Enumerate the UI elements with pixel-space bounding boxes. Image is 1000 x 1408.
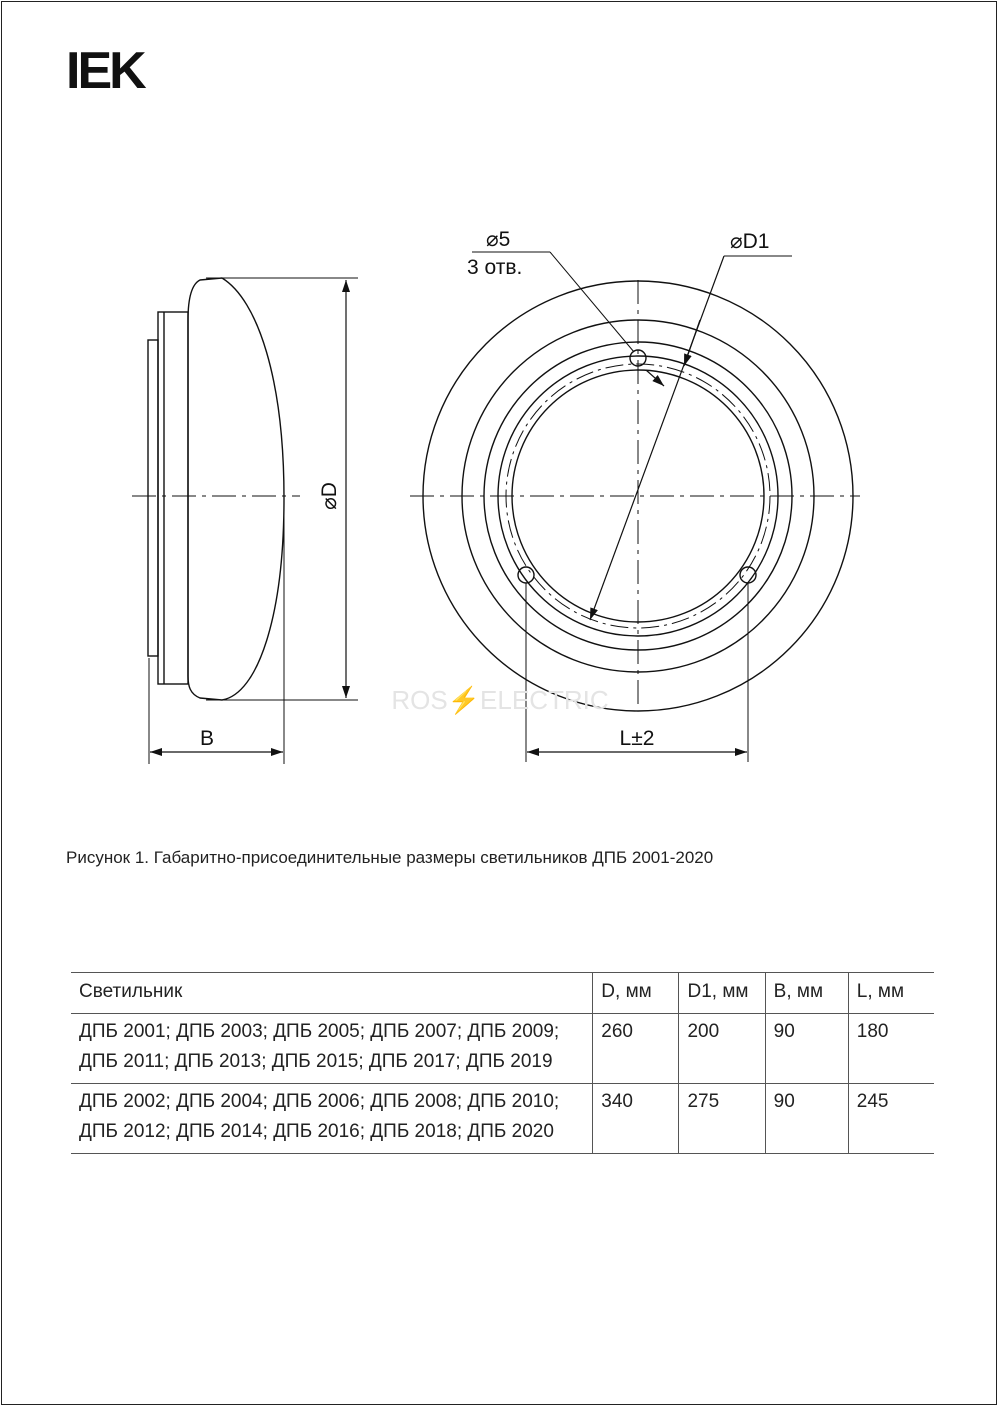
dimensions-table [71,972,934,1154]
mount-diameter-label: ⌀D1 [730,230,770,253]
d1-dim-line [590,256,724,620]
hole-count-label: 3 отв. [467,256,523,279]
table-header-row [71,973,934,1014]
value-d1: 275 [679,1084,765,1154]
fixture-cell [71,1084,593,1154]
value-d: 260 [593,1014,679,1084]
fixture-line: ДПБ 2001; ДПБ 2003; ДПБ 2005; ДПБ 2007; ДПБ 2009; [79,1021,560,1042]
side-view [132,278,358,764]
value-d1: 200 [679,1014,765,1084]
value-b: 90 [765,1014,848,1084]
header-d1: D1, мм [679,973,765,1014]
side-dome-outline [188,278,284,700]
iek-logo [66,42,166,100]
value-b: 90 [765,1084,848,1154]
outer-diameter-label: ⌀D [318,482,341,510]
header-d: D, мм [593,973,679,1014]
table-row [71,1084,934,1154]
fixture-line: ДПБ 2002; ДПБ 2004; ДПБ 2006; ДПБ 2008; ДПБ 2010; [79,1091,560,1112]
depth-label: B [199,727,215,750]
hole-diameter-label: ⌀5 [486,228,511,251]
value-l: 245 [848,1084,934,1154]
side-base-rim [148,340,158,656]
header-fixture: Светильник [71,973,593,1014]
logo-text: IEK [66,42,144,100]
watermark: ROS⚡ELECTRIC [391,685,609,715]
figure-caption: Рисунок 1. Габаритно-присоединительные размеры светильников ДПБ 2001-2020 [66,848,714,867]
side-base-plate [158,312,188,684]
value-d: 340 [593,1084,679,1154]
fixture-line: ДПБ 2012; ДПБ 2014; ДПБ 2016; ДПБ 2018; ДПБ 2020 [79,1121,554,1142]
hole-spacing-label: L±2 [619,727,655,750]
technical-drawing [0,200,1000,800]
value-l: 180 [848,1014,934,1084]
fixture-line: ДПБ 2011; ДПБ 2013; ДПБ 2015; ДПБ 2017; ДПБ 2019 [79,1051,553,1072]
fixture-cell [71,1014,593,1084]
table-row [71,1014,934,1084]
header-l: L, мм [848,973,934,1014]
header-b: B, мм [765,973,848,1014]
